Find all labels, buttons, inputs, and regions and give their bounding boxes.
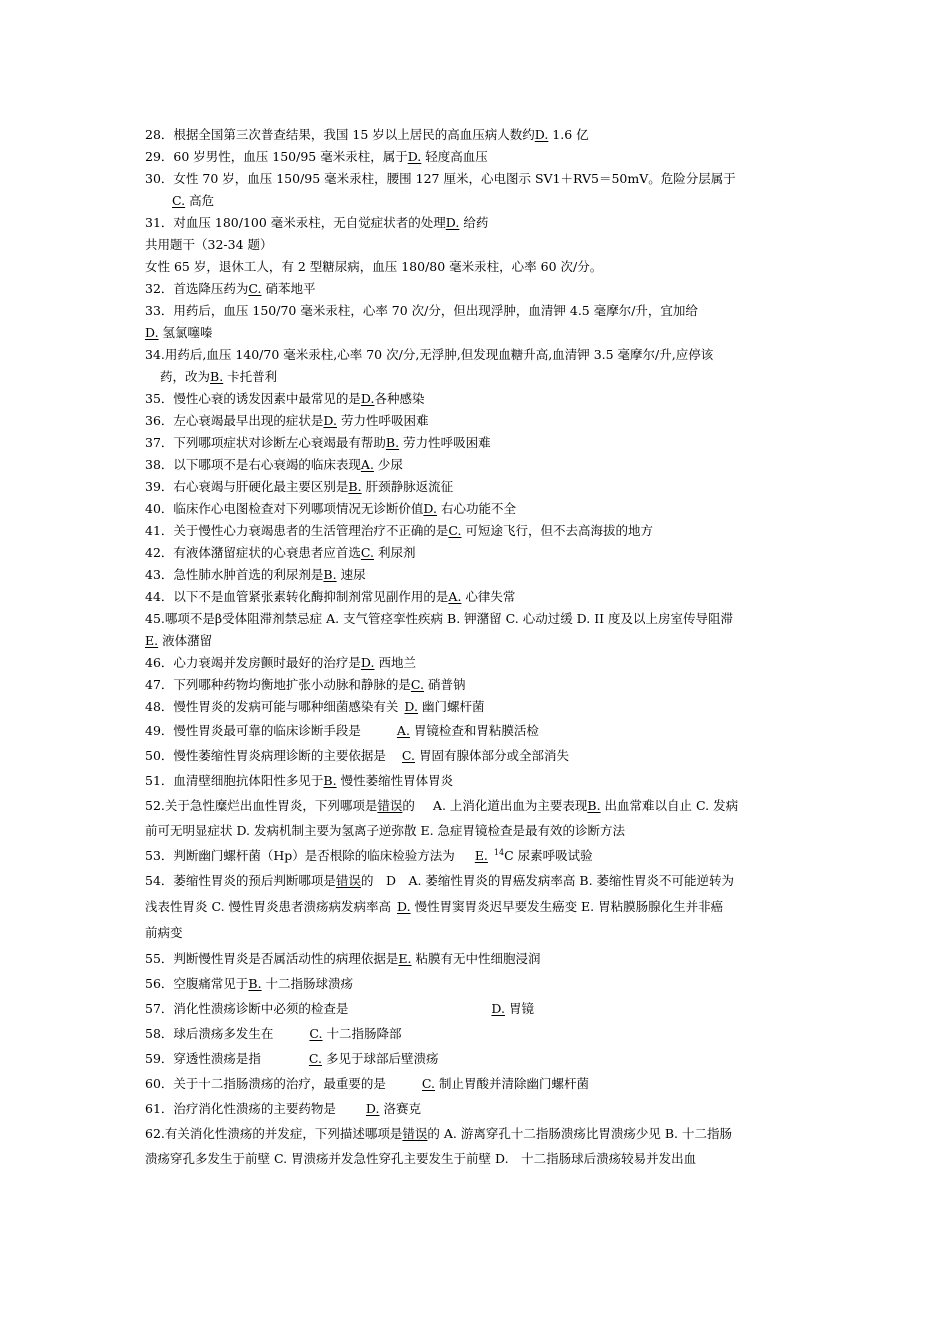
question-line: [145, 454, 813, 476]
question-text: 30．女性 70 岁，血压 150/95 毫米汞柱，腰围 127 厘米，心电图示 SV1＋RV5＝50mV。危险分层属于: [145, 171, 736, 186]
answer-letter: D.: [360, 391, 375, 406]
question-text: 的: [402, 798, 415, 813]
question-54-line-2: [145, 894, 813, 920]
answer-text: 慢性萎缩性胃体胃炎: [336, 773, 454, 788]
superscript: 14: [493, 847, 505, 857]
question-line: [145, 124, 813, 146]
option-text: 慢性胃窦胃炎迟早要发生癌变 E. 胃粘膜肠腺化生并非癌: [410, 899, 724, 914]
question-line: [145, 652, 813, 674]
question-50: [145, 744, 813, 768]
question-text: 药，改为: [160, 369, 211, 384]
answer-text: 轻度高血压: [421, 149, 488, 164]
question-61: [145, 1096, 813, 1121]
answer-letter: B.: [323, 773, 337, 788]
question-text: 54．萎缩性胃炎的预后判断哪项是: [145, 873, 336, 888]
question-text: 36．左心衰竭最早出现的症状是: [145, 413, 324, 428]
option-text: 出血常难以自止 C. 发病: [600, 798, 739, 813]
question-text: 61．治疗消化性溃疡的主要药物是: [145, 1101, 336, 1116]
simple-lines: [145, 124, 813, 718]
answer-text: 速尿: [336, 567, 366, 582]
answer-text: 各种感染: [374, 391, 425, 406]
question-text: 48．慢性胃炎的发病可能与哪种细菌感染有关: [145, 699, 399, 714]
answer-text: 可短途飞行，但不去高海拔的地方: [461, 523, 653, 538]
question-52-line-1: [145, 794, 813, 818]
answer-text: 十二指肠球溃疡: [261, 976, 354, 991]
answer-text: 劳力性呼吸困难: [336, 413, 429, 428]
question-line: [145, 366, 813, 388]
answer-letter: A.: [448, 589, 462, 604]
answer-letter: A.: [360, 457, 374, 472]
answer-text: 西地兰: [374, 655, 416, 670]
question-text: 43．急性肺水肿首选的利尿剂是: [145, 567, 324, 582]
question-text: 35．慢性心衰的诱发因素中最常见的是: [145, 391, 361, 406]
answer-letter: C.: [401, 748, 416, 763]
answer-text: 心律失常: [461, 589, 516, 604]
question-text: 32．首选降压药为: [145, 281, 249, 296]
answer-letter: B.: [323, 567, 337, 582]
question-text: 40．临床作心电图检查对下列哪项情况无诊断价值: [145, 501, 424, 516]
answer-text: 卡托普利: [223, 369, 278, 384]
question-line: [145, 586, 813, 608]
question-text: 31．对血压 180/100 毫米汞柱，无自觉症状者的处理: [145, 215, 446, 230]
question-line: [145, 278, 813, 300]
question-line: [145, 234, 813, 256]
question-56: [145, 971, 813, 996]
question-line: [145, 674, 813, 696]
answer-text: 肝颈静脉返流征: [361, 479, 454, 494]
answer-letter: D.: [323, 413, 337, 428]
answer-text: 胃镜: [504, 1001, 534, 1016]
answer-text: 幽门螺杆菌: [417, 699, 485, 714]
error-word: 错误: [335, 873, 361, 888]
answer-text: 硝普钠: [424, 677, 466, 692]
answer-text: 制止胃酸并清除幽门螺杆菌: [435, 1076, 589, 1091]
question-54-line-3: [145, 920, 813, 946]
answer-letter: B.: [587, 798, 601, 813]
question-text: 41．关于慢性心力衰竭患者的生活管理治疗不正确的是: [145, 523, 449, 538]
question-text: 52.关于急性糜烂出血性胃炎，下列哪项是: [145, 798, 378, 813]
question-text: 34.用药后,血压 140/70 毫米汞柱,心率 70 次/分,无浮肿,但发现血糖升高,血清钾 3.5 毫摩尔/升,应停该: [145, 347, 714, 362]
question-59: [145, 1046, 813, 1071]
question-line: [145, 696, 813, 718]
answer-letter: D.: [445, 215, 460, 230]
question-49: [145, 718, 813, 744]
question-text: 44．以下不是血管紧张素转化酶抑制剂常见副作用的是: [145, 589, 449, 604]
question-line: [145, 168, 813, 190]
answer-letter: C.: [309, 1026, 323, 1041]
question-line: [145, 542, 813, 564]
question-text: 28．根据全国第三次普查结果，我国 15 岁以上居民的高血压病人数约: [145, 127, 535, 142]
question-text: 62.有关消化性溃疡的并发症，下列描述哪项是: [145, 1126, 403, 1141]
question-text: 55．判断慢性胃炎是否属活动性的病理依据是: [145, 951, 399, 966]
question-line: [145, 256, 813, 278]
question-text: 38．以下哪项不是右心衰竭的临床表现: [145, 457, 361, 472]
question-line: [145, 476, 813, 498]
answer-letter: D.: [397, 899, 411, 914]
question-text: 45.哪项不是β受体阻滞剂禁忌症 A. 支气管痉挛性疾病 B. 钾潴留 C. 心动过缓 D. II 度及以上房室传导阻滞: [145, 611, 734, 626]
question-54-line-1: [145, 868, 813, 894]
answer-text: 液体潴留: [158, 633, 213, 648]
question-text: 59．穿透性溃疡是指: [145, 1051, 261, 1066]
answer-letter: B.: [210, 369, 224, 384]
answer-letter: C.: [360, 545, 375, 560]
question-62-line-1: [145, 1121, 813, 1146]
answer-text: 利尿剂: [374, 545, 416, 560]
question-57: [145, 996, 813, 1021]
option-text: 前可无明显症状 D. 发病机制主要为氢离子逆弥散 E. 急症胃镜检查是最有效的诊断方法: [145, 823, 626, 838]
question-text: 47．下列哪种药物均衡地扩张小动脉和静脉的是: [145, 677, 411, 692]
question-text: 共用题干（32-34 题）: [145, 237, 273, 252]
answer-letter: D.: [491, 1001, 505, 1016]
answer-letter: A.: [396, 723, 410, 738]
answer-text: 十二指肠降部: [322, 1026, 402, 1041]
question-line: [145, 564, 813, 586]
answer-letter: B.: [385, 435, 400, 450]
answer-text: C 尿素呼吸试验: [504, 848, 593, 863]
question-line: [145, 146, 813, 168]
question-line: [145, 388, 813, 410]
answer-letter: E.: [145, 633, 159, 648]
question-text: 29．60 岁男性，血压 150/95 毫米汞柱，属于: [145, 149, 408, 164]
error-word: 错误: [402, 1126, 428, 1141]
answer-text: 右心功能不全: [436, 501, 516, 516]
answer-text: 1.6 亿: [548, 127, 589, 142]
answer-letter: D.: [534, 127, 549, 142]
question-text: 53．判断幽门螺杆菌（Hp）是否根除的临床检验方法为: [145, 848, 455, 863]
question-line: [145, 608, 813, 630]
question-text: 56．空腹痛常见于: [145, 976, 249, 991]
answer-letter: D.: [404, 699, 418, 714]
question-line: [145, 212, 813, 234]
answer-letter: B.: [348, 479, 362, 494]
answer-letter: D.: [145, 325, 159, 340]
answer-text: 胃镜检查和胃粘膜活检: [409, 723, 539, 738]
question-text: 49．慢性胃炎最可靠的临床诊断手段是: [145, 723, 361, 738]
question-line: [145, 344, 813, 366]
answer-text: 少尿: [373, 457, 403, 472]
question-52-line-2: [145, 818, 813, 844]
question-text: 51．血清壁细胞抗体阳性多见于: [145, 773, 324, 788]
question-text: 39．右心衰竭与肝硬化最主要区别是: [145, 479, 349, 494]
question-line: [145, 630, 813, 652]
question-line: [145, 190, 813, 212]
question-text: 58．球后溃疡多发生在: [145, 1026, 274, 1041]
question-text: 50．慢性萎缩性胃炎病理诊断的主要依据是: [145, 748, 386, 763]
answer-letter: B.: [248, 976, 262, 991]
answer-text: 粘膜有无中性细胞浸润: [411, 951, 541, 966]
answer-letter: C.: [410, 677, 425, 692]
answer-text: 硝苯地平: [261, 281, 316, 296]
option-text: 前病变: [145, 925, 183, 940]
question-line: [145, 300, 813, 322]
question-53: [145, 844, 813, 868]
answer-text: 氢氯噻嗪: [158, 325, 213, 340]
question-60: [145, 1071, 813, 1096]
answer-text: 高危: [185, 193, 215, 208]
answer-text: 洛赛克: [379, 1101, 421, 1116]
answer-letter: D.: [360, 655, 375, 670]
question-text: 57．消化性溃疡诊断中必须的检查是: [145, 1001, 349, 1016]
question-text: 42．有液体潴留症状的心衰患者应首选: [145, 545, 361, 560]
answer-letter: D.: [365, 1101, 380, 1116]
answer-letter: C.: [172, 193, 186, 208]
question-text: 37．下列哪项症状对诊断左心衰竭最有帮助: [145, 435, 386, 450]
question-55: [145, 946, 813, 971]
question-text: 46．心力衰竭并发房颤时最好的治疗是: [145, 655, 361, 670]
answer-letter: C.: [308, 1051, 322, 1066]
option-text: 溃疡穿孔多发生于前壁 C. 胃溃疡并发急性穿孔主要发生于前壁 D. 十二指肠球后溃疡较易并发出血: [145, 1151, 697, 1166]
answer-letter: C.: [448, 523, 462, 538]
answer-text: 多见于球部后壁溃疡: [322, 1051, 439, 1066]
answer-letter: D.: [407, 149, 422, 164]
answer-letter: C.: [421, 1076, 436, 1091]
question-list: [145, 124, 813, 1171]
question-line: [145, 498, 813, 520]
question-line: [145, 322, 813, 344]
option-text: 浅表性胃炎 C. 慢性胃炎患者溃疡病发病率高: [145, 899, 392, 914]
error-word: 错误: [377, 798, 403, 813]
answer-letter: C.: [248, 281, 262, 296]
question-text: 60．关于十二指肠溃疡的治疗，最重要的是: [145, 1076, 386, 1091]
question-text: 33．用药后，血压 150/70 毫米汞柱，心率 70 次/分，但出现浮肿，血清钾 4.5 毫摩尔/升，宜加给: [145, 303, 698, 318]
answer-text: 劳力性呼吸困难: [399, 435, 491, 450]
question-line: [145, 432, 813, 454]
answer-letter: E.: [398, 951, 412, 966]
option-text: 的 D A. 萎缩性胃炎的胃癌发病率高 B. 萎缩性胃炎不可能逆转为: [360, 873, 735, 888]
answer-text: 胃固有腺体部分或全部消失: [415, 748, 569, 763]
answer-letter: E.: [474, 848, 488, 863]
question-58: [145, 1021, 813, 1046]
question-62-line-2: [145, 1146, 813, 1171]
question-51: [145, 768, 813, 794]
question-text: 女性 65 岁，退休工人，有 2 型糖尿病，血压 180/80 毫米汞柱，心率 60 次/分。: [145, 259, 603, 274]
answer-letter: D.: [423, 501, 437, 516]
option-text: A. 上消化道出血为主要表现: [432, 798, 588, 813]
answer-text: 给药: [459, 215, 489, 230]
question-line: [145, 410, 813, 432]
question-line: [145, 520, 813, 542]
option-text: 的 A. 游离穿孔十二指肠溃疡比胃溃疡少见 B. 十二指肠: [427, 1126, 732, 1141]
